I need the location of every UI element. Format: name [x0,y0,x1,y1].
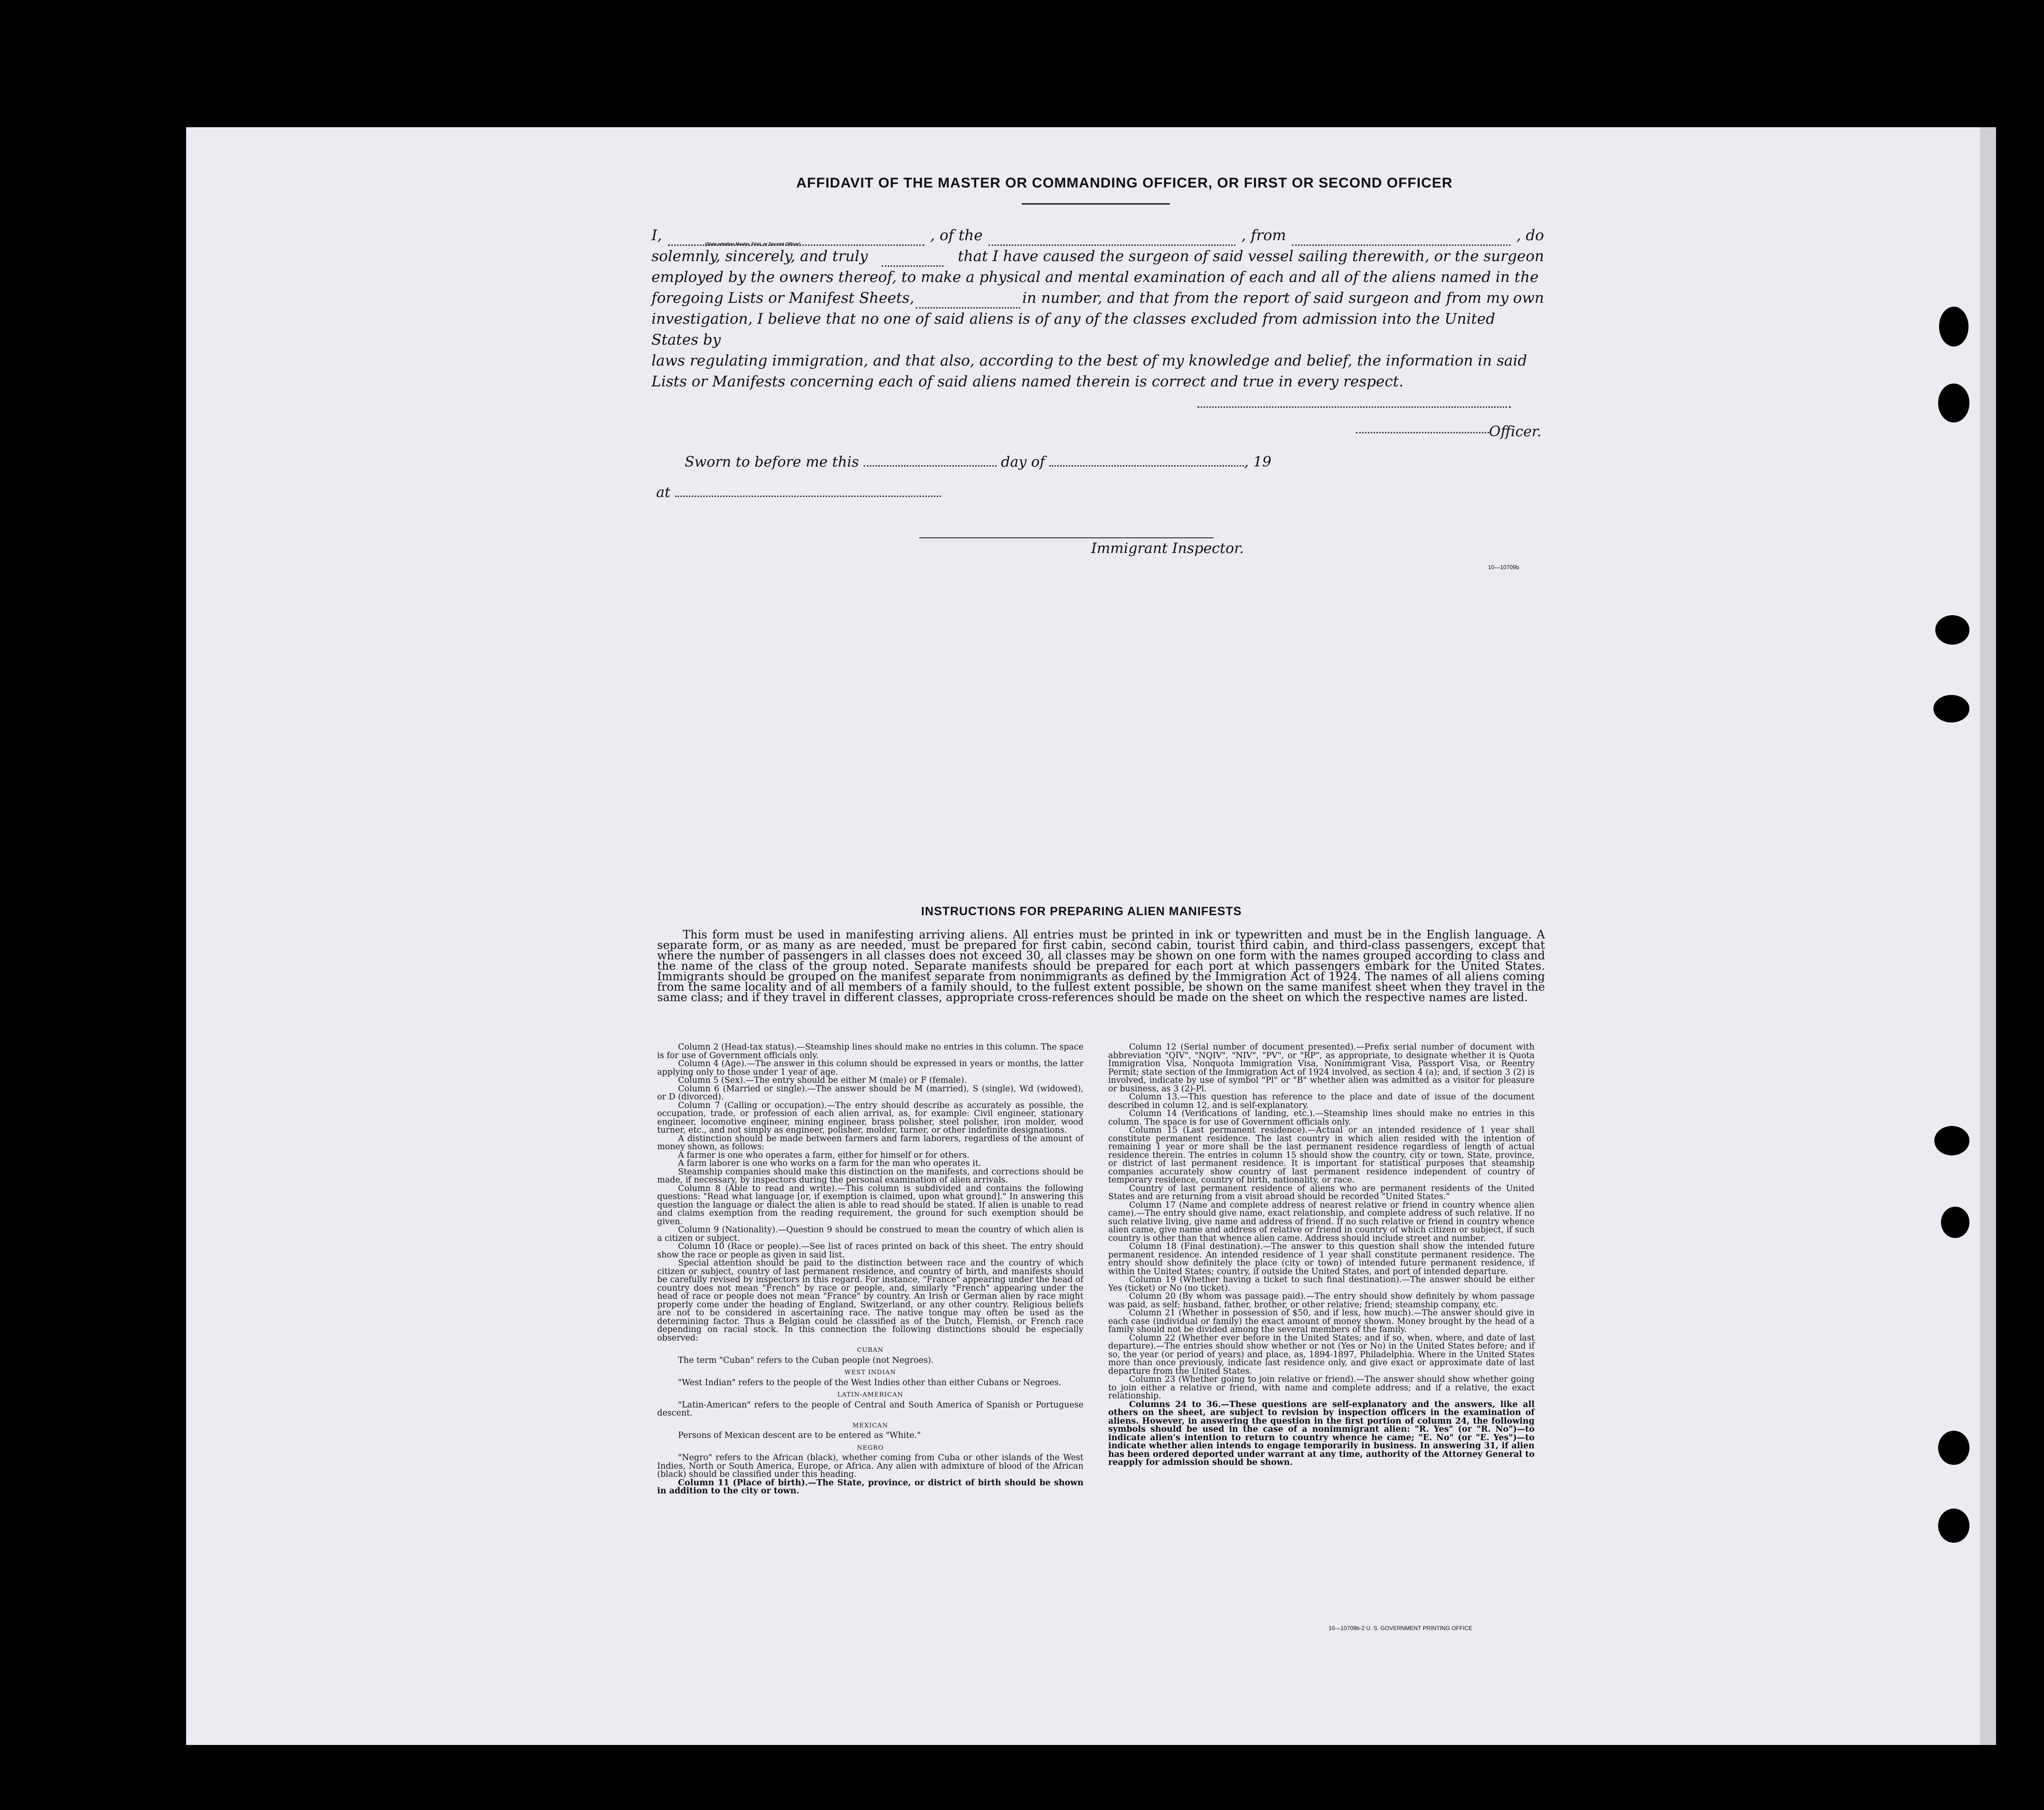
instruction-paragraph: A farmer is one who operates a farm, either for himself or for others. [678,1150,970,1160]
sworn-year-text: , 19 [1244,454,1272,470]
instruction-paragraph: Column 12 (Serial number of document presented).—Prefix serial number of document with abbreviation "QIV", "NQIV", "NIV", "PV", or "RP", as appropriate, to designate whether it is Quota Immigration Visa, Nonquota Immigration Visa, Nonimmigrant Visa, Passport Visa, or Reentry Permit; state section of the Immigration Act of 1924 involved, as section 4 (a); and, if section 3 (2) is involved, indicate by use of symbol "Pl" or "B" whether alien was admitted as a visitor for pleasure or business, as 3 (2)-Pl. [1108,1042,1535,1094]
instruction-paragraph: Column 15 (Last permanent residence).—Actual or an intended residence of 1 year shall constitute permanent residence. The last country in which alien resided with the intention of remaining 1 year or more shall be the last permanent residence regardless of length of actual residence therein. The entries in column 15 should show the country, city or town, State, province, or district of last permanent residence. It is important for statistical purposes that steamship companies accurately show country of last permanent residence independent of country of temporary residence, country of birth, nationality, or race. [1108,1125,1535,1185]
punch-hole [1938,384,1969,422]
instructions-left-column [657,1043,1083,1496]
affidavit-line-6: laws regulating immigration, and that also, according to the best of my knowledge and belief, the information in said [651,352,1527,369]
port-from-field[interactable] [1292,234,1510,246]
punch-hole [1938,1509,1969,1543]
number-of-aliens-field[interactable] [916,297,1020,309]
instruction-paragraph: Column 6 (Married or single).—The answer should be M (married), S (single), Wd (widowed), or D (divorced). [657,1084,1083,1102]
instructions-title: INSTRUCTIONS FOR PREPARING ALIEN MANIFESTS [921,905,1242,918]
instruction-paragraph: Column 8 (Able to read and write).—This column is subdivided and contains the following questions: "Read what language [or, if exemption is claimed, upon what ground]." In answering this question the language or dialect the alien is able to read should be stated. If alien is unable to read and claims exemption from the reading requirement, the ground for such exemption should be given. [657,1183,1083,1227]
instruction-paragraph: Column 2 (Head-tax status).—Steamship lines should make no entries in this column. The space is for use of Government officials only. [657,1042,1083,1060]
instructions-intro: This form must be used in manifesting arriving aliens. All entries must be printed in ink or typewritten and must be in the English language. A separate form, or as many as are needed, must be prepared for first cabin, second cabin, tourist third cabin, and third-class passengers, except that where the number of passengers in all classes does not exceed 30, all classes may be shown on one form with the names grouped according to class and the name of the class of the group noted. Separate manifests should be prepared for each port at which passengers embark for the United States. Immigrants should be grouped on the manifest separate from nonimmigrants as defined by the Immigration Act of 1924. The names of all aliens coming from the same locality and of all members of a family should, to the fullest extent possible, be shown on the same manifest sheet when they travel in the same class; and if they travel in different classes, appropriate cross-references should be made on the sheet on which the respective names are listed. [657,928,1545,1004]
instruction-paragraph: Column 17 (Name and complete address of nearest relative or friend in country whence alien came).—The entry should give name, exact relationship, and complete address of such relative. If no such relative living, give name and address of friend. If no such relative or friend in country whence alien came, give name and address of relative or friend in country of which citizen or subject, if such country is other than that whence alien came. Address should include street and number. [1108,1200,1535,1243]
sworn-line [685,454,1272,470]
subheading-west-indian: WEST INDIAN [844,1369,896,1376]
subheading-cuban: CUBAN [857,1347,884,1354]
signature-line[interactable] [1197,406,1511,408]
inspector-label: Immigrant Inspector. [1091,540,1244,557]
vessel-name-field[interactable] [989,234,1235,246]
instruction-paragraph: Column 14 (Verifications of landing, etc.).—Steamship lines should make no entries in this column. The space is for use of Government officials only. [1108,1109,1535,1127]
instruction-paragraph: Columns 24 to 36.—These questions are self-explanatory and the answers, like all others on the sheet, are subject to revision by inspection officers in the examination of aliens. However, in answering the question in the first portion of column 24, the following symbols should be used in the case of a nonimmigrant alien: "R. Yes" (or "R. No")—to indicate alien's intention to return to country whence he came; "E. No" (or "E. Yes")—to indicate whether alien intends to engage temporarily in business. In answering 31, if alien has been ordered deported under warrant at any time, authority of the Attorney General to reapply for admission should be shown. [1108,1399,1535,1467]
punch-hole [1935,615,1969,645]
instruction-paragraph: The term "Cuban" refers to the Cuban people (not Negroes). [678,1355,934,1365]
place-field[interactable] [675,487,941,497]
subheading-mexican: MEXICAN [852,1422,888,1429]
subheading-latin-american: LATIN-AMERICAN [837,1391,904,1398]
instruction-paragraph: "Negro" refers to the African (black), whether coming from Cuba or other islands of the West Indies, North or South America, Europe, or Africa. Any alien with admixture of blood of the African (black) should be classified under this heading. [657,1453,1083,1479]
instruction-paragraph: Special attention should be paid to the distinction between race and the country of which citizen or subject, country of last permanent residence, and country of birth, and manifests should be carefully revised by inspectors in this regard. For instance, "France" appearing under the head of country does not mean "French" by race or people, and, similarly "French" appearing under the head of race or people does not mean "France" by country. An Irish or German alien by race might properly come under the heading of England, Switzerland, or any other country. Religious beliefs are not to be considered in ascertaining race. The native tongue may often be used as the determining factor. Thus a Belgian could be classified as of the Dutch, Flemish, or French race depending on racial stock. In this connection the following distinctions should be especially observed: [657,1258,1083,1343]
sworn-text: day of [1001,454,1045,470]
at-label: at [656,484,670,501]
instruction-paragraph: A distinction should be made between farmers and farm laborers, regardless of the amount of money shown, as follows: [657,1134,1083,1152]
instruction-paragraph: Column 21 (Whether in possession of $50, and if less, how much).—The answer should give in each case (individual or family) the exact amount of money shown. Money brought by the head of a family should not be divided among the several members of the family. [1108,1308,1535,1334]
affidavit-line-4 [651,288,1544,309]
officer-label: Officer. [1489,423,1542,440]
punch-hole [1934,1126,1969,1155]
sworn-text: Sworn to before me this [685,454,859,470]
punch-hole [1941,1207,1969,1238]
affidavit-word-do: , do [1516,227,1544,244]
rank-hint: (State whether Master, First, or Second Officer) [705,242,801,246]
officer-signature-line[interactable] [1356,432,1489,433]
instruction-paragraph: Column 9 (Nationality).—Question 9 should be construed to mean the country of which alien is a citizen or subject. [657,1225,1083,1243]
instruction-paragraph: Persons of Mexican descent are to be entered as "White." [678,1431,921,1440]
date-field[interactable] [882,255,943,267]
affidavit-body [651,225,1544,392]
instruction-paragraph: Column 4 (Age).—The answer in this column should be expressed in years or months, the latter applying only to those under 1 year of age. [657,1059,1083,1077]
instruction-paragraph: Country of last permanent residence of aliens who are permanent residents of the United States and are returning from a visit abroad should be recorded "United States." [1108,1183,1535,1201]
punch-hole [1939,307,1969,347]
document-sheet [186,127,1996,1745]
affidavit-line-5: investigation, I believe that no one of said aliens is of any of the classes excluded from admission into the United States by [651,310,1496,348]
sworn-month-field[interactable] [1049,457,1244,467]
affidavit-word-from: , from [1241,227,1286,244]
instruction-paragraph: Column 20 (By whom was passage paid).—The entry should show definitely by whom passage was paid, as self; husband, father, brother, or other relative; friend; steamship company, etc. [1108,1292,1535,1310]
affidavit-line-7: Lists or Manifests concerning each of said aliens named therein is correct and true in every respect. [651,373,1404,390]
printing-office-code: 10—10709b-2 U. S. GOVERNMENT PRINTING OFFICE [1328,1625,1473,1632]
instruction-paragraph: Column 5 (Sex).—The entry should be either M (male) or F (female). [678,1076,967,1085]
at-line [656,484,941,501]
instruction-paragraph: Column 23 (Whether going to join relative or friend).—The answer should show whether going to join either a relative or friend, with name and complete address; and if a relative, the exact relationship. [1108,1375,1535,1401]
instruction-paragraph: A farm laborer is one who works on a farm for the man who operates it. [678,1159,981,1168]
affidavit-text: solemnly, sincerely, and truly [651,248,868,265]
affidavit-title: AFFIDAVIT OF THE MASTER OR COMMANDING OFFICER, OR FIRST OR SECOND OFFICER [796,175,1453,191]
instruction-paragraph: Column 19 (Whether having a ticket to such final destination).—The answer should be either Yes (ticket) or No (no ticket). [1108,1275,1535,1293]
subheading-negro: NEGRO [857,1444,884,1452]
punch-hole [1933,695,1969,722]
instruction-paragraph: Column 18 (Final destination).—The answer to this question shall show the intended future permanent residence. An intended residence of 1 year shall constitute permanent residence. The entry should show definitely the place (city or town) of intended future permanent residence, if within the United States; country, if outside the United States, and port of intended departure. [1108,1242,1535,1276]
inspector-signature-line[interactable] [919,537,1214,538]
instructions-right-column [1108,1043,1535,1467]
sworn-day-field[interactable] [864,457,997,467]
instruction-paragraph: Column 13.—This question has reference to the place and date of issue of the document described in column 12, and is self-explanatory. [1108,1092,1535,1110]
instruction-paragraph: Steamship companies should make this distinction on the manifests, and corrections should be made, if necessary, by inspectors during the personal examination of alien arrivals. [657,1167,1083,1185]
instruction-paragraph: "West Indian" refers to the people of the West Indies other than either Cubans or Negroes. [678,1378,1062,1388]
instruction-paragraph: Column 11 (Place of birth).—The State, province, or district of birth should be shown in addition to the city or town. [657,1478,1083,1496]
title-underline [1022,203,1170,205]
affidavit-line-3: employed by the owners thereof, to make a physical and mental examination of each and all of the aliens named in the [651,269,1539,286]
instruction-paragraph: Column 22 (Whether ever before in the United States; and if so, when, where, and date of last departure).—The entries should show whether or not (Yes or No) in the United States before; and if so, the year (or period of years) and place, as, 1894-1897, Philadelphia. Where in the United States more than once previously, indicate last residence only, and give exact or approximate date of last departure from the United States. [1108,1333,1535,1376]
punch-hole [1938,1431,1969,1465]
instruction-paragraph: Column 10 (Race or people).—See list of races printed on back of this sheet. The entry should show the race or people as given in said list. [657,1242,1083,1260]
affidavit-word-i: I, [651,227,662,244]
instruction-paragraph: Column 7 (Calling or occupation).—The entry should describe as accurately as possible, the occupation, trade, or profession of each alien arrival, as, for example: Civil engineer, stationary engineer, locomotive engineer, mining engineer, brass polisher, steel polisher, iron molder, wood turner, etc., and not simply as engineer, polisher, molder, turner, or other indefinite designations. [657,1100,1083,1135]
affidavit-word-of-the: , of the [930,227,983,244]
form-code: 10—10709b [1488,564,1519,571]
affidavit-text: in number, and that from the report of said surgeon and from my own [1022,290,1544,307]
affidavit-text: foregoing Lists or Manifest Sheets, [651,290,914,307]
instruction-paragraph: "Latin-American" refers to the people of Central and South America of Spanish or Portuguese descent. [657,1400,1083,1418]
affidavit-line-2 [651,246,1544,267]
affidavit-text: that I have caused the surgeon of said vessel sailing therewith, or the surgeon [958,248,1544,265]
